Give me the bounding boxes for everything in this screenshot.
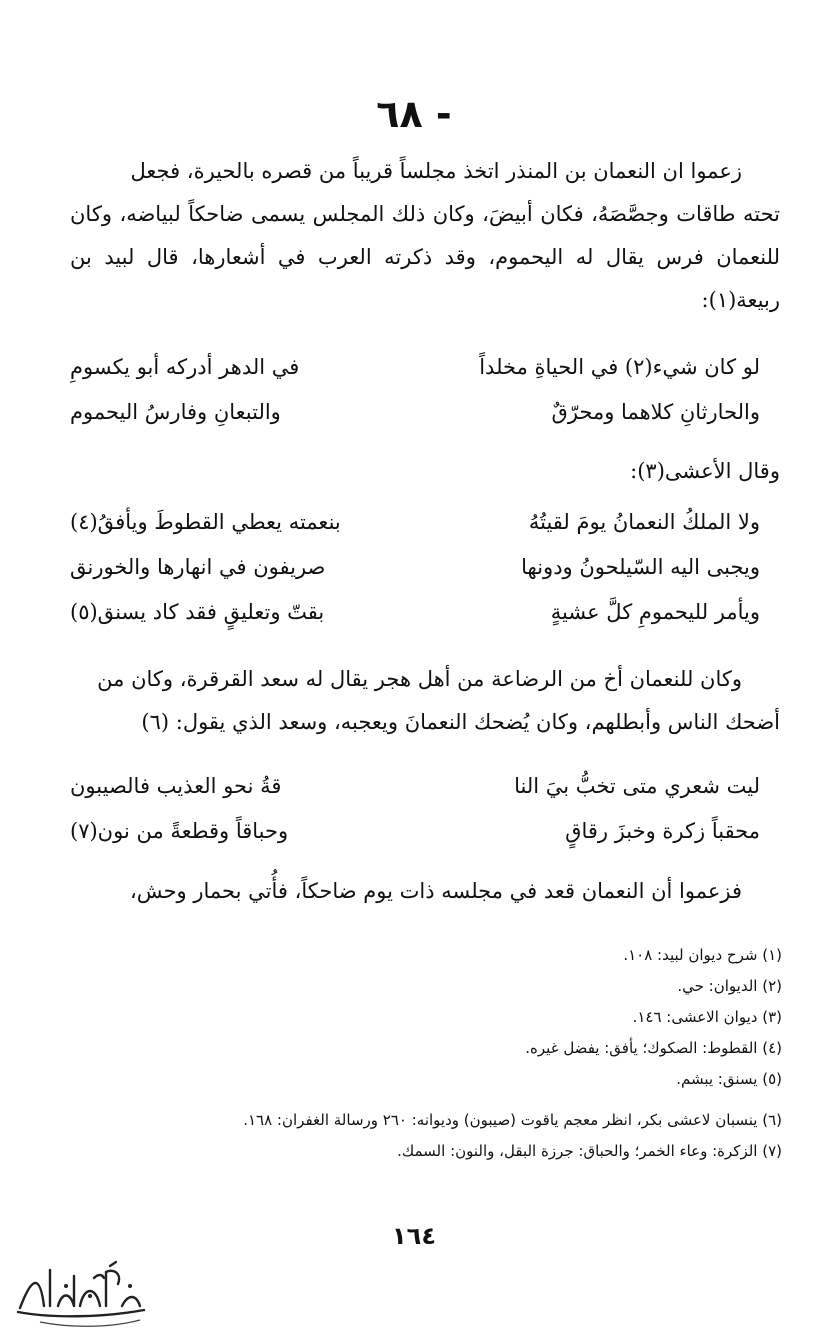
footnote: (٤) القطوط: الصكوك؛ يأفق: يفضل غيره.: [525, 1039, 782, 1057]
verse-first-hemistich: لو كان شيء(٢) في الحياةِ مخلداً: [479, 355, 760, 379]
footnote: (٦) ينسبان لاعشى بكر، انظر معجم ياقوت (صيبون) وديوانه: ٢٦٠ ورسالة الغفران: ١٦٨.: [243, 1111, 782, 1129]
verse-second-hemistich: وحباقاً وقطعةً من نون(٧): [70, 819, 289, 843]
verse-second-hemistich: بنعمته يعطي القطوطَ ويأفقُ(٤): [70, 510, 341, 534]
paragraph-4: [70, 870, 780, 913]
paragraph-3-rest: أضحك الناس وأبطلهم، وكان يُضحك النعمانَ ويعجبه، وسعد الذي يقول: (٦): [141, 710, 780, 734]
verse-first-hemistich: ولا الملكُ النعمانُ يومَ لقيتُهُ: [528, 510, 760, 534]
paragraph-2-first-line: وقال الأعشى(٣):: [630, 459, 780, 483]
verse-second-hemistich: والتبعانِ وفارسُ اليحموم: [70, 400, 281, 424]
paragraph-1-rest: تحته طاقات وجصَّصَهُ، فكان أبيضَ، وكان ذلك المجلس يسمى ضاحكاً لبياضه، وكان للنعمان فرس يقال له اليحموم، وقد ذكرته العرب في أشعارها، قال لبيد بن ربيعة(١):: [70, 202, 780, 312]
footnotes: [70, 940, 782, 1167]
section-heading: - ٦٨: [376, 92, 452, 136]
paragraph-3: [70, 658, 780, 744]
verse-second-hemistich: قةُ نحو العذيب فالصيبون: [70, 774, 282, 798]
paragraph-4-first-line: فزعموا أن النعمان قعد في مجلسه ذات يوم ضاحكاً، فأُتي بحمار وحش،: [130, 879, 742, 903]
poem-1: [70, 345, 760, 435]
footnote: (٥) يسنق: يبشم.: [676, 1070, 782, 1088]
poem-2: [70, 500, 760, 635]
paragraph-2: [70, 450, 780, 493]
footnote: (٧) الزكرة: وعاء الخمر؛ والحباق: جرزة البقل، والنون: السمك.: [397, 1142, 782, 1160]
poem-2-verse: [70, 590, 760, 635]
paragraph-1-first-line: زعموا ان النعمان بن المنذر اتخذ مجلساً قريباً من قصره بالحيرة، فجعل: [130, 159, 742, 183]
publisher-calligraphy-logo-icon: [10, 1256, 150, 1332]
poem-3-verse: [70, 764, 760, 809]
verse-first-hemistich: محقباً زكرة وخبزَ رقاقٍ: [565, 819, 760, 843]
poem-3-verse: [70, 809, 760, 854]
paragraph-1: [70, 150, 780, 322]
verse-second-hemistich: في الدهر أدركه أبو يكسومِ: [70, 355, 300, 379]
verse-first-hemistich: ويجبى اليه السّيلحونُ ودونها: [521, 555, 760, 579]
poem-3: [70, 764, 760, 854]
verse-first-hemistich: ليت شعري متى تخبُّ بيَ النا: [514, 774, 760, 798]
page-number: ١٦٤: [392, 1222, 436, 1250]
paragraph-3-first-line: وكان للنعمان أخ من الرضاعة من أهل هجر يقال له سعد القرقرة، وكان من: [97, 667, 742, 691]
footnote: (٣) ديوان الاعشى: ١٤٦.: [632, 1008, 782, 1026]
footnote: (١) شرح ديوان لبيد: ١٠٨.: [623, 946, 782, 964]
verse-second-hemistich: بقتّ وتعليقٍ فقد كاد يسنق(٥): [70, 600, 325, 624]
verse-first-hemistich: ويأمر لليحمومِ كلَّ عشيةٍ: [550, 600, 760, 624]
verse-second-hemistich: صريفون في انهارها والخورنق: [70, 555, 326, 579]
poem-2-verse: [70, 500, 760, 545]
poem-2-verse: [70, 545, 760, 590]
logo-svg: [10, 1256, 150, 1332]
footnote-gap: [70, 1095, 782, 1105]
poem-1-verse: [70, 390, 760, 435]
footnote: (٢) الديوان: حي.: [677, 977, 782, 995]
poem-1-verse: [70, 345, 760, 390]
verse-first-hemistich: والحارثانِ كلاهما ومحرّقٌ: [551, 400, 760, 424]
